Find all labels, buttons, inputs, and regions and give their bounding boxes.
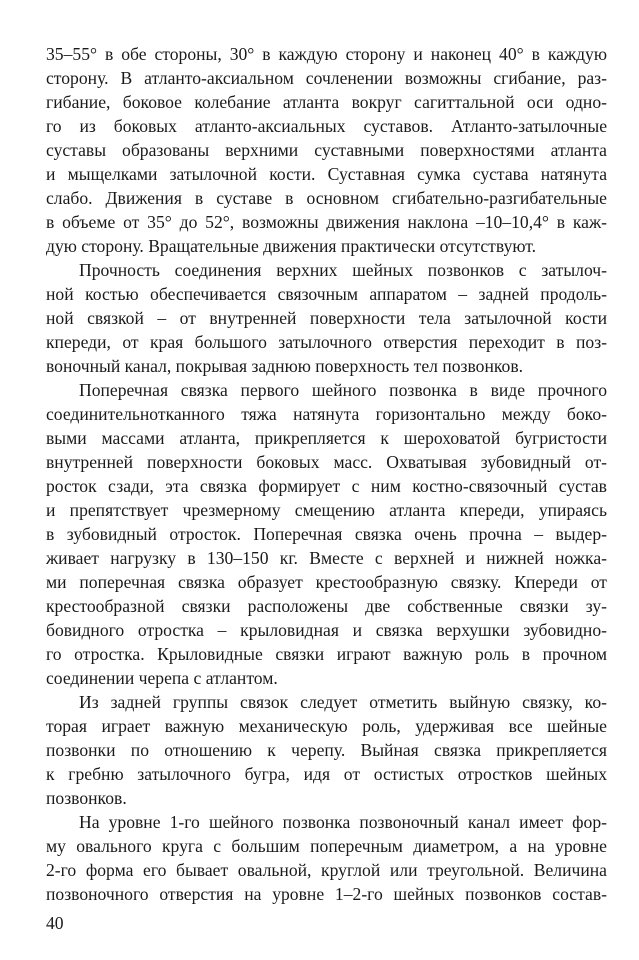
text-line: и препятствует чрезмерному смещению атланта кпереди, упираясь <box>46 500 607 520</box>
text-line: Прочность соединения верхних шейных позвонков с затылоч- <box>79 260 607 280</box>
text-line: живает нагрузку в 130–150 кг. Вместе с верхней и нижней ножка- <box>46 548 607 568</box>
text-line: ми поперечная связка образует крестообразную связку. Кпереди от <box>46 572 607 592</box>
text-line: кпереди, от края большого затылочного отверстия переходит в поз- <box>46 332 607 352</box>
text-line: суставы образованы верхними суставными поверхностями атланта <box>46 140 607 160</box>
text-line: дую сторону. Вращательные движения практически отсутствуют. <box>46 236 537 256</box>
text-line: 2-го форма его бывает овальной, круглой или треугольной. Величина <box>46 860 607 880</box>
text-line: выми массами атланта, прикрепляется к шероховатой бугристости <box>46 428 607 448</box>
text-line: му овального круга с большим поперечным диаметром, а на уровне <box>46 836 607 856</box>
text-line: соединительнотканного тяжа натянута горизонтально между боко- <box>46 404 607 424</box>
text-line: сторону. В атланто-аксиальном сочленении возможны сгибание, раз- <box>46 68 607 88</box>
text-line: в зубовидный отросток. Поперечная связка очень прочна – выдер- <box>46 524 607 544</box>
text-line: соединении черепа с атлантом. <box>46 668 278 688</box>
text-line: внутренней поверхности боковых масс. Охватывая зубовидный от- <box>46 452 607 472</box>
text-line: гибание, боковое колебание атланта вокруг сагиттальной оси одно- <box>46 92 607 112</box>
text-line: бовидного отростка – крыловидная и связка верхушки зубовидно- <box>46 620 607 640</box>
text-line: слабо. Движения в суставе в основном сгибательно-разгибательные <box>46 188 607 208</box>
text-line: в объеме от 35° до 52°, возможны движения наклона –10–10,4° в каж- <box>46 212 607 232</box>
text-line: ной связкой – от внутренней поверхности тела затылочной кости <box>46 308 607 328</box>
text-line: к гребню затылочного бугра, идя от остистых отростков шейных <box>46 764 607 784</box>
text-line: торая играет важную механическую роль, удерживая все шейные <box>46 716 607 736</box>
text-line: позвонки по отношению к черепу. Выйная связка прикрепляется <box>46 740 607 760</box>
page-number: 40 <box>46 913 64 933</box>
text-line: воночный канал, покрывая заднюю поверхность тел позвонков. <box>46 356 524 376</box>
text-line: ной костью обеспечивается связочным аппаратом – задней продоль- <box>46 284 607 304</box>
text-line: Из задней группы связок следует отметить выйную связку, ко- <box>79 692 607 712</box>
text-line: го отростка. Крыловидные связки играют важную роль в прочном <box>46 644 607 664</box>
text-line: позвоночного отверстия на уровне 1–2-го шейных позвонков состав- <box>46 884 607 904</box>
text-line: 35–55° в обе стороны, 30° в каждую сторону и наконец 40° в каждую <box>46 44 607 64</box>
text-line: и мыщелками затылочной кости. Суставная сумка сустава натянута <box>46 164 607 184</box>
text-line: го из боковых атланто-аксиальных суставов. Атланто-затылочные <box>46 116 607 136</box>
text-line: На уровне 1-го шейного позвонка позвоночный канал имеет фор- <box>79 812 607 832</box>
text-line: позвонков. <box>46 788 127 808</box>
text-line: Поперечная связка первого шейного позвонка в виде прочного <box>79 380 607 400</box>
text-line: крестообразной связки расположены две собственные связки зу- <box>46 596 607 616</box>
text-line: росток сзади, эта связка формирует с ним костно-связочный сустав <box>46 476 607 496</box>
